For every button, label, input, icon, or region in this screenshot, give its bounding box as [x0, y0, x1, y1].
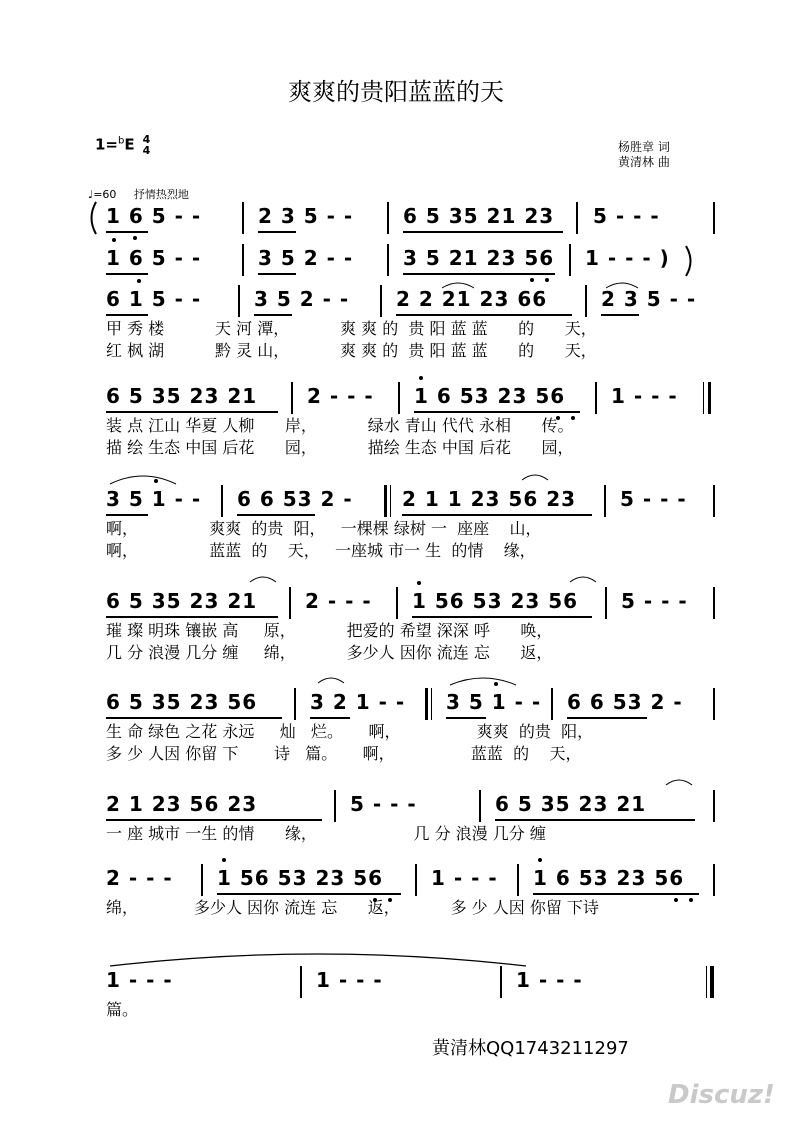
- beam-underline: [446, 717, 486, 719]
- lyric-line: 生 命 绿色 之花 永远 灿 烂。 啊， 爽爽 的贵 阳，: [106, 722, 594, 741]
- page-title: 爽爽的贵阳蓝蓝的天: [288, 78, 504, 106]
- beam-underline: [237, 514, 315, 516]
- barline: [569, 244, 571, 276]
- measure-notes: 6 6 53 2 -: [567, 690, 683, 714]
- lyric-line: 甲 秀 楼 天 河 潭， 爽 爽 的 贵 阳 蓝 蓝 的 天，: [106, 319, 597, 338]
- barline: [396, 587, 398, 619]
- slur-icon: [108, 470, 178, 486]
- score-row: [0, 864, 792, 944]
- lyricist-credit: 杨胜章 词: [618, 140, 670, 154]
- octave-dot: [137, 279, 141, 283]
- arranger-signature: 黄清林QQ1743211297: [432, 1038, 629, 1059]
- beam-underline: [533, 893, 699, 895]
- repeat-barline: [384, 485, 387, 517]
- measure-notes: 3 5 2 - -: [254, 287, 350, 311]
- repeat-barline: [708, 382, 711, 414]
- measure-notes: 1 6 53 23 56: [533, 866, 685, 890]
- barline: [605, 587, 607, 619]
- measure-notes: 1 6 5 - -: [106, 204, 202, 228]
- barline: [585, 285, 587, 317]
- octave-dot: [530, 278, 534, 282]
- intro-bracket-icon: [684, 244, 696, 278]
- score-row: [0, 382, 792, 462]
- repeat-barline: [425, 688, 428, 720]
- measure-notes: 3 5 2 - -: [258, 246, 354, 270]
- measure-notes: 1 56 53 23 56: [217, 866, 384, 890]
- lyric-line: 描 绘 生态 中国 后花 园， 描绘 生态 中国 后花 园，: [106, 438, 574, 457]
- slur-icon: [604, 278, 640, 290]
- lyric-line: 啊， 蓝蓝 的 天， 一座城 市一 生 的情 缘，: [106, 541, 536, 560]
- slur-icon: [520, 470, 550, 482]
- barline: [242, 202, 244, 234]
- beam-underline: [106, 273, 148, 275]
- slur-icon: [664, 775, 694, 787]
- barline: [576, 202, 578, 234]
- measure-notes: 6 5 35 23 21: [106, 589, 258, 613]
- barline: [238, 285, 240, 317]
- slur-icon: [440, 278, 476, 290]
- measure-notes: 6 6 53 2 -: [237, 487, 353, 511]
- measure-notes: 1 - - -: [316, 968, 383, 992]
- beam-underline: [254, 314, 292, 316]
- octave-dot: [689, 898, 693, 902]
- beam-underline: [217, 893, 401, 895]
- barline: [294, 688, 296, 720]
- octave-dot: [538, 858, 542, 862]
- score-row: [0, 790, 792, 870]
- measure-notes: 1 - - -: [611, 384, 678, 408]
- beam-underline: [414, 411, 580, 413]
- tempo-mark: ♩=60: [88, 188, 117, 201]
- measure-notes: 2 - - -: [307, 384, 374, 408]
- slur-icon: [448, 673, 518, 687]
- barline: [713, 688, 715, 720]
- measure-notes: 2 3 5 - -: [258, 204, 354, 228]
- beam-underline: [396, 314, 572, 316]
- measure-notes: 2 1 1 23 56 23: [402, 487, 577, 511]
- measure-notes: 6 5 35 23 21: [106, 384, 258, 408]
- beam-underline: [106, 411, 278, 413]
- beam-underline: [106, 717, 282, 719]
- barline: [380, 285, 382, 317]
- barline: [242, 244, 244, 276]
- measure-notes: 3 5 1 - -: [106, 487, 202, 511]
- octave-dot: [112, 238, 116, 242]
- beam-underline: [402, 514, 592, 516]
- beam-underline: [412, 616, 592, 618]
- barline: [334, 790, 336, 822]
- beam-underline: [106, 231, 148, 233]
- measure-notes: 5 - - -: [593, 204, 660, 228]
- watermark: Discuz!: [668, 1080, 775, 1110]
- octave-dot: [674, 898, 678, 902]
- measure-notes: 3 5 21 23 56: [403, 246, 555, 270]
- measure-notes: 6 5 35 23 56: [106, 690, 258, 714]
- measure-notes: 2 - - -: [305, 589, 372, 613]
- measure-notes: 6 1 5 - -: [106, 287, 202, 311]
- measure-notes: 2 3 5 - -: [601, 287, 697, 311]
- barline: [500, 966, 502, 998]
- beam-underline: [106, 616, 278, 618]
- lyric-line: 篇。: [106, 1000, 139, 1019]
- beam-underline: [258, 231, 296, 233]
- measure-notes: 6 5 35 23 21: [495, 792, 647, 816]
- barline: [289, 587, 291, 619]
- beam-underline: [601, 314, 639, 316]
- measure-notes: 5 - - -: [350, 792, 417, 816]
- composer-credit: 黄清林 曲: [618, 155, 670, 169]
- score-row: [0, 285, 792, 365]
- beam-underline: [106, 314, 148, 316]
- measure-notes: 1 - - -: [431, 866, 498, 890]
- lyric-line: 啊， 爽爽 的贵 阳， 一棵棵 绿树 一 座座 山，: [106, 519, 542, 538]
- beam-underline: [310, 717, 350, 719]
- lyric-line: 多 少 人因 你留 下 诗 篇。 啊， 蓝蓝 的 天，: [106, 744, 582, 763]
- lyric-line: 一 座 城市 一生 的情 缘， 几 分 浪漫 几分 缠: [106, 824, 546, 843]
- beam-underline: [258, 273, 296, 275]
- key-flat: b: [118, 135, 125, 147]
- beam-underline: [495, 819, 695, 821]
- measure-notes: 3 5 1 - -: [446, 690, 542, 714]
- measure-notes: 2 - - -: [106, 866, 173, 890]
- lyric-line: 绵， 多少人 因你 流连 忘 返， 多 少 人因 你留 下诗: [106, 898, 599, 917]
- barline: [291, 382, 293, 414]
- slur-icon: [248, 572, 278, 584]
- score-row: [0, 485, 792, 565]
- lyric-line: 装 点 江山 华夏 人柳 岸， 绿水 青山 代代 永相 传。: [106, 416, 574, 435]
- barline: [221, 485, 223, 517]
- lyric-line: 几 分 浪漫 几分 缠 绵， 多少人 因你 流连 忘 返，: [106, 643, 553, 662]
- barline: [201, 864, 203, 896]
- tempo-marking: [88, 186, 189, 202]
- barline: [300, 966, 302, 998]
- final-barline: [710, 966, 714, 998]
- beam-underline: [567, 717, 647, 719]
- repeat-barline: [703, 382, 704, 414]
- measure-notes: 3 2 1 - -: [310, 690, 406, 714]
- key-signature: [95, 134, 150, 156]
- slur-icon: [316, 673, 346, 685]
- lyric-line: 红 枫 湖 黔 灵 山， 爽 爽 的 贵 阳 蓝 蓝 的 天，: [106, 341, 597, 360]
- measure-notes: 2 2 21 23 66: [396, 287, 548, 311]
- barline: [415, 864, 417, 896]
- lyric-line: 璀 璨 明珠 镶嵌 高 原， 把爱的 希望 深深 呼 唤，: [106, 621, 553, 640]
- barline: [479, 790, 481, 822]
- repeat-barline: [431, 688, 432, 720]
- measure-notes: 1 6 5 - -: [106, 246, 202, 270]
- measure-notes: 5 - - -: [620, 487, 687, 511]
- measure-notes: 5 - - -: [621, 589, 688, 613]
- barline: [713, 587, 715, 619]
- measure-notes: 1 - - -: [516, 968, 583, 992]
- measure-notes: 2 1 23 56 23: [106, 792, 258, 816]
- octave-dot: [419, 376, 423, 380]
- key-note: E: [124, 135, 135, 154]
- slur-icon: [568, 572, 598, 584]
- barline: [713, 790, 715, 822]
- measure-notes: 1 6 53 23 56: [414, 384, 566, 408]
- final-barline: [706, 966, 707, 998]
- barline: [398, 382, 400, 414]
- score-row: [0, 966, 792, 1046]
- barline: [387, 202, 389, 234]
- octave-dot: [222, 858, 226, 862]
- barline: [387, 244, 389, 276]
- score-row: [0, 587, 792, 667]
- beam-underline: [403, 231, 563, 233]
- barline: [517, 864, 519, 896]
- barline: [551, 688, 553, 720]
- measure-notes: 1 56 53 23 56: [412, 589, 579, 613]
- barline: [713, 202, 715, 234]
- barline: [604, 485, 606, 517]
- key-label: 1=: [95, 135, 119, 154]
- beam-underline: [403, 273, 555, 275]
- repeat-barline: [390, 485, 391, 517]
- beam-underline: [106, 514, 148, 516]
- measure-notes: 1 - - - ): [585, 246, 670, 270]
- score-row: [0, 688, 792, 768]
- expression-mark: 抒情热烈地: [133, 188, 189, 201]
- time-signature: 4 4: [142, 133, 151, 157]
- octave-dot: [545, 278, 549, 282]
- octave-dot: [417, 581, 421, 585]
- barline: [713, 864, 715, 896]
- beam-underline: [106, 819, 322, 821]
- barline: [713, 485, 715, 517]
- measure-notes: 6 5 35 21 23: [403, 204, 555, 228]
- octave-dot: [133, 236, 137, 240]
- barline: [595, 382, 597, 414]
- measure-notes: 1 - - -: [106, 968, 173, 992]
